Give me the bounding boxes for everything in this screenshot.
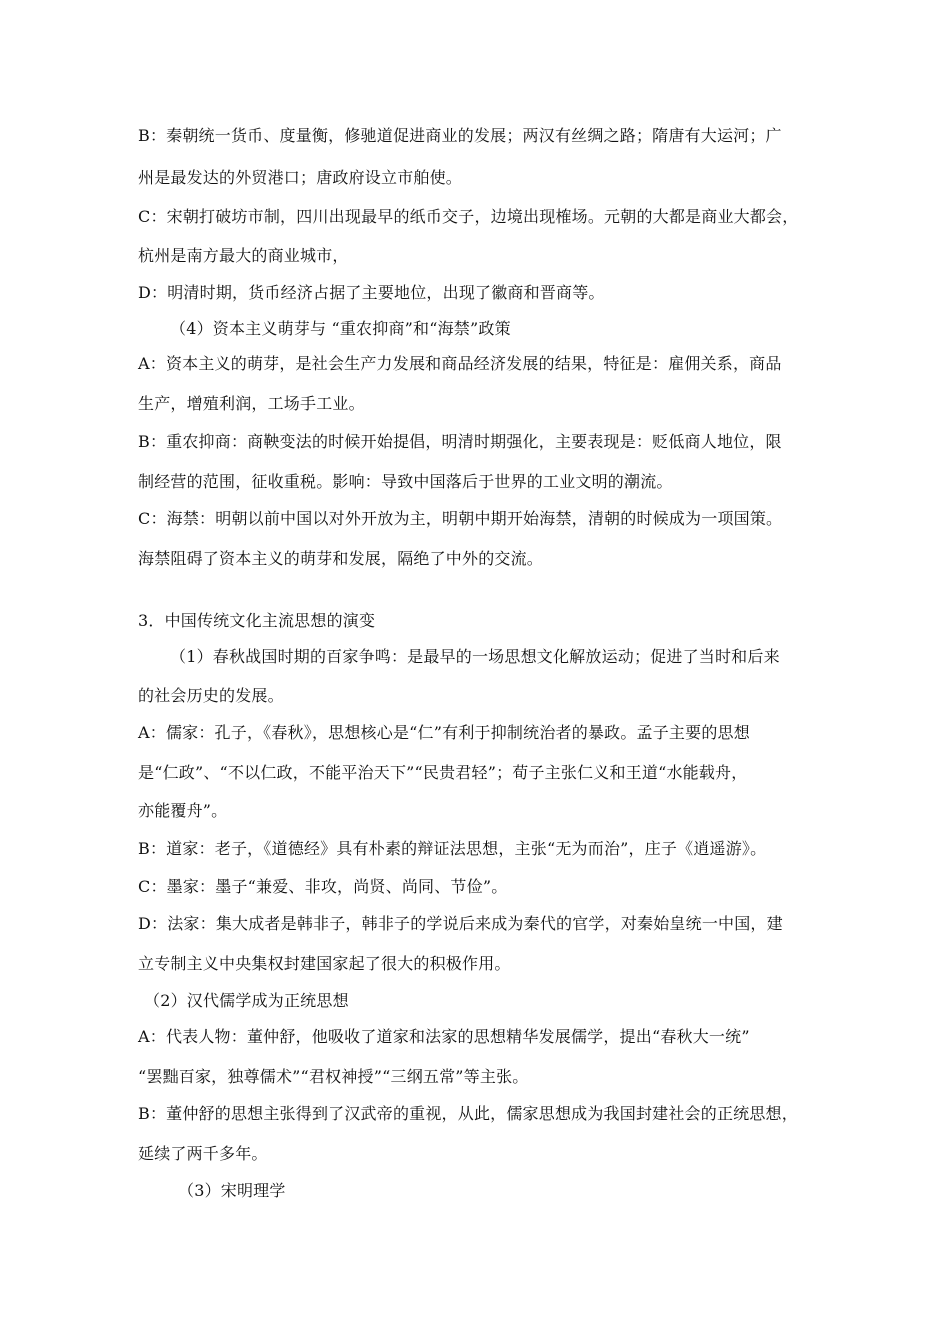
text-line: C：海禁：明朝以前中国以对外开放为主，明朝中期开始海禁，清朝的时候成为一项国策。 [138,509,783,528]
text-line: D：法家：集大成者是韩非子，韩非子的学说后来成为秦代的官学，对秦始皇统一中国，建 [138,914,783,933]
text-line: 州是最发达的外贸港口；唐政府设立市舶使。 [138,168,463,187]
text-line: 生产，增殖利润，工场手工业。 [138,394,365,413]
text-line: B：道家：老子，《道德经》具有朴素的辩证法思想，主张“无为而治”，庄子《逍遥游》。 [138,839,767,858]
text-line: 制经营的范围，征收重税。影响：导致中国落后于世界的工业文明的潮流。 [138,472,673,491]
text-line: 杭州是南方最大的商业城市， [138,246,349,265]
text-line: C：墨家：墨子“兼爱、非攻，尚贤、尚同、节俭”。 [138,877,508,896]
text-line: 是“仁政”、“不以仁政，不能平治天下”“民贵君轻”；荀子主张仁义和王道“水能载舟， [138,763,748,782]
section-title: 3．中国传统文化主流思想的演变 [138,611,376,630]
text-line: 海禁阻碍了资本主义的萌芽和发展，隔绝了中外的交流。 [138,549,544,568]
text-line: 亦能覆舟”。 [138,801,228,820]
text-line: B：秦朝统一货币、度量衡，修驰道促进商业的发展；两汉有丝绸之路；隋唐有大运河；广 [138,126,782,145]
text-line: A：代表人物：董仲舒，他吸收了道家和法家的思想精华发展儒学，提出“春秋大一统” [138,1027,750,1046]
text-line: A：资本主义的萌芽，是社会生产力发展和商品经济发展的结果，特征是：雇佣关系，商品 [138,354,782,373]
section-heading: （4）资本主义萌芽与 “重农抑商”和“海禁”政策 [170,319,511,338]
section-heading: （2）汉代儒学成为正统思想 [144,991,349,1010]
text-line: “罢黜百家，独尊儒术”“君权神授”“三纲五常”等主张。 [138,1067,529,1086]
section-heading: （3）宋明理学 [178,1181,286,1200]
text-line: A：儒家：孔子，《春秋》，思想核心是“仁”有利于抑制统治者的暴政。孟子主要的思想 [138,723,750,742]
text-line: B：董仲舒的思想主张得到了汉武帝的重视，从此，儒家思想成为我国封建社会的正统思想， [138,1104,798,1123]
section-heading: （1）春秋战国时期的百家争鸣：是最早的一场思想文化解放运动；促进了当时和后来 [170,647,780,666]
text-line: 立专制主义中央集权封建国家起了很大的积极作用。 [138,954,511,973]
text-line: D：明清时期，货币经济占据了主要地位，出现了徽商和晋商等。 [138,283,605,302]
text-line: C：宋朝打破坊市制，四川出现最早的纸币交子，边境出现榷场。元朝的大都是商业大都会， [138,207,799,226]
text-line: 的社会历史的发展。 [138,686,284,705]
text-line: 延续了两千多年。 [138,1144,268,1163]
text-line: B：重农抑商：商鞅变法的时候开始提倡，明清时期强化，主要表现是：贬低商人地位，限 [138,432,782,451]
